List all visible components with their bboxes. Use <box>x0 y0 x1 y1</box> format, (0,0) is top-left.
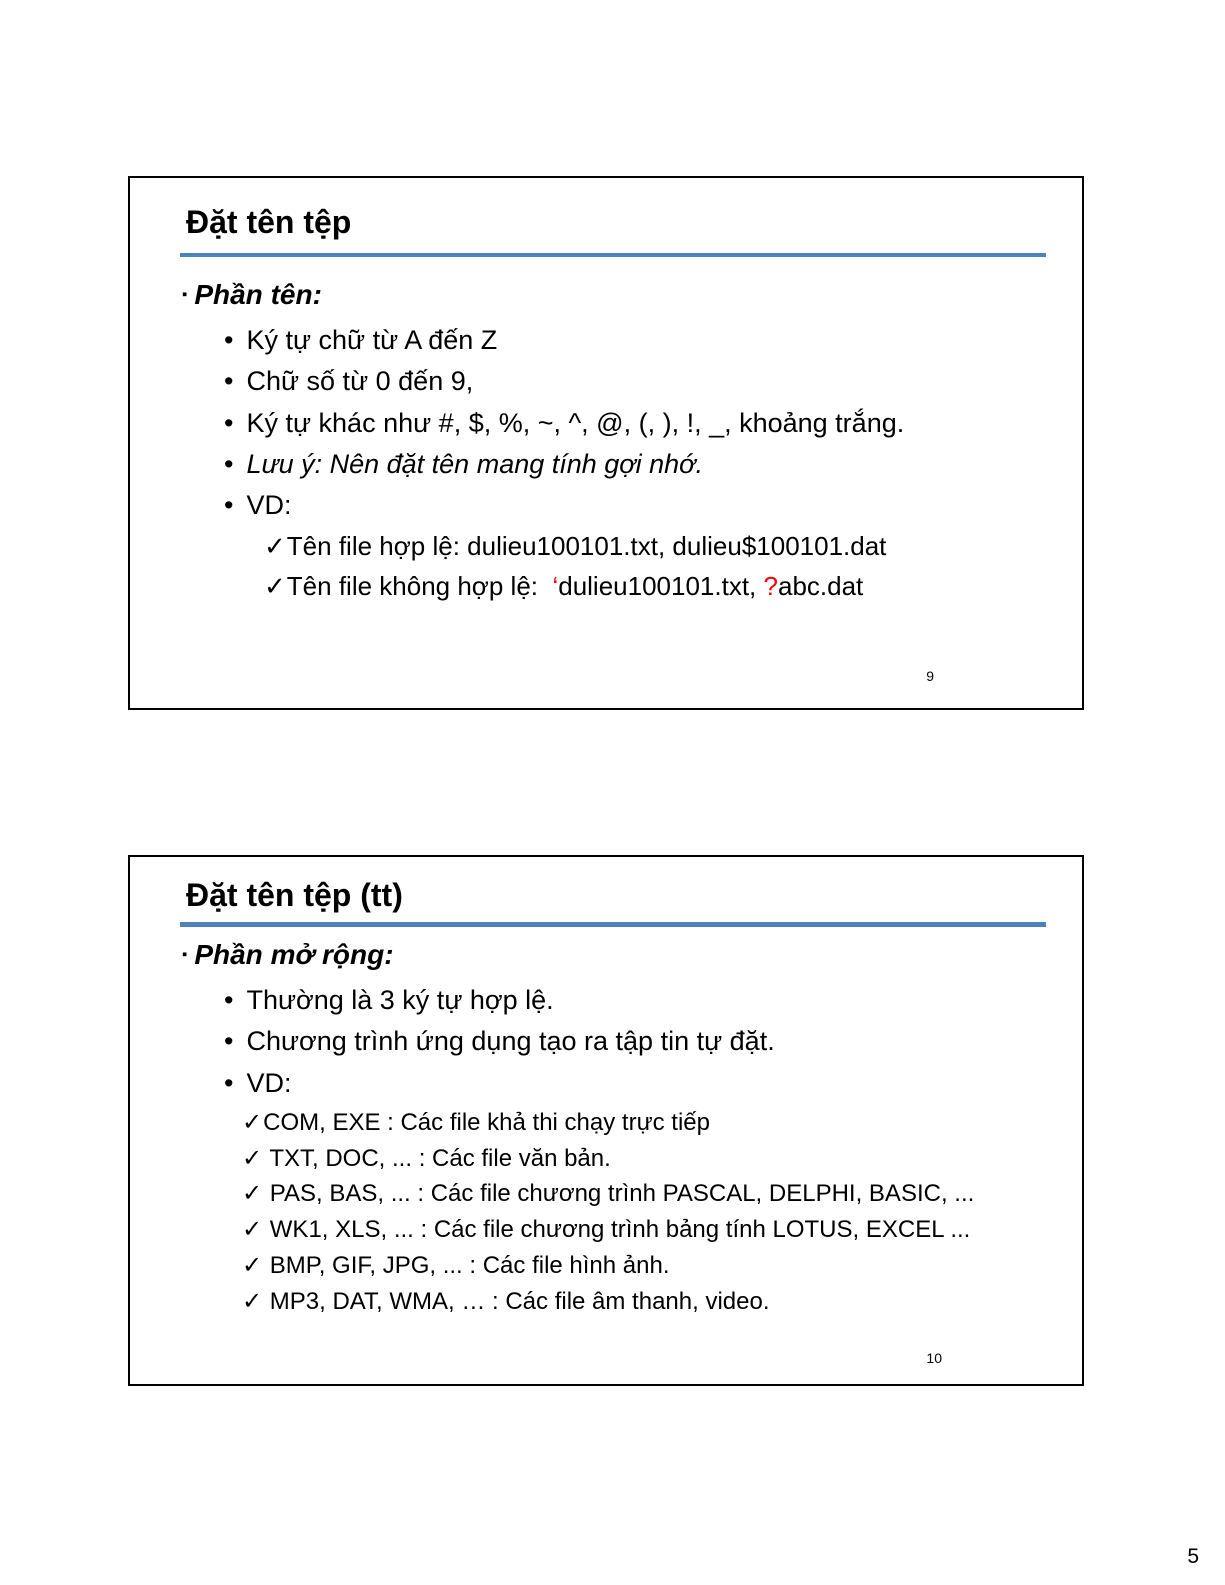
example-text: WK1, XLS, ... : Các file chương trình bảng tính LOTUS, EXCEL ... <box>263 1216 971 1244</box>
example-text-part: Tên file không hợp lệ: <box>286 570 553 601</box>
bullet-text: Thường là 3 ký tự hợp lệ. <box>246 984 554 1015</box>
bullet-item <box>186 1025 1052 1057</box>
example-item-invalid <box>264 571 1052 602</box>
invalid-quote-char: ‘ <box>552 570 559 601</box>
bullet-icon: • <box>224 490 234 521</box>
section-heading-text: Phần tên: <box>194 278 322 310</box>
title-underline <box>180 253 1046 257</box>
check-icon: ✓ <box>242 1251 263 1279</box>
extension-example-item <box>242 1287 1052 1318</box>
bullet-icon: • <box>224 984 234 1015</box>
bullet-item <box>186 365 1052 397</box>
slide-9 <box>128 176 1084 710</box>
slide-10 <box>128 855 1084 1386</box>
bullet-icon: • <box>224 324 234 355</box>
bullet-text: Ký tự chữ từ A đến Z <box>246 324 498 355</box>
bullet-item <box>186 489 1052 521</box>
extension-example-list <box>186 1108 1052 1317</box>
bullet-text: Chương trình ứng dụng tạo ra tập tin tự đặt. <box>246 1026 775 1057</box>
example-text: BMP, GIF, JPG, ... : Các file hình ảnh. <box>263 1251 670 1279</box>
check-icon: ✓ <box>264 570 286 601</box>
extension-example-item <box>242 1108 1052 1139</box>
example-item-valid <box>264 531 1052 562</box>
example-list <box>186 531 1052 602</box>
bullet-list <box>186 984 1052 1099</box>
check-icon: ✓ <box>242 1287 263 1315</box>
extension-example-item <box>242 1144 1052 1175</box>
extension-example-item <box>242 1251 1052 1282</box>
example-text: COM, EXE : Các file khả thi chạy trực tiếp <box>263 1108 710 1136</box>
invalid-question-char: ? <box>763 570 778 601</box>
slide-title: Đặt tên tệp <box>186 204 352 240</box>
bullet-item <box>186 407 1052 439</box>
slide-page-number: 9 <box>926 668 934 684</box>
example-text: PAS, BAS, ... : Các file chương trình PASCAL, DELPHI, BASIC, ... <box>263 1180 975 1208</box>
slide-title: Đặt tên tệp (tt) <box>186 877 403 913</box>
check-icon: ✓ <box>264 530 286 561</box>
bullet-list <box>186 324 1052 522</box>
square-bullet-icon: ▪ <box>182 285 188 303</box>
slide-page-number: 10 <box>926 1350 942 1366</box>
title-underline <box>180 922 1046 927</box>
check-icon: ✓ <box>242 1144 263 1172</box>
example-text-part: dulieu100101.txt, <box>558 570 764 601</box>
slide-10-content <box>130 857 1082 1384</box>
bullet-item <box>186 324 1052 356</box>
section-heading <box>182 939 1052 971</box>
extension-example-item <box>242 1179 1052 1210</box>
bullet-text: Chữ số từ 0 đến 9, <box>246 366 474 397</box>
bullet-icon: • <box>224 1067 234 1098</box>
bullet-text: VD: <box>246 1067 292 1098</box>
bullet-text: Lưu ý: Nên đặt tên mang tính gợi nhớ. <box>246 448 703 479</box>
check-icon: ✓ <box>242 1216 263 1244</box>
example-text: Tên file hợp lệ: dulieu100101.txt, dulieu$100101.dat <box>286 530 887 561</box>
bullet-item <box>186 1067 1052 1099</box>
bullet-item <box>186 448 1052 480</box>
extension-example-item <box>242 1215 1052 1246</box>
example-text-part: abc.dat <box>777 570 864 601</box>
bullet-text: Ký tự khác như #, $, %, ~, ^, @, (, ), !, _, khoảng trắng. <box>246 407 905 438</box>
section-heading-text: Phần mở rộng: <box>194 938 394 970</box>
check-icon: ✓ <box>242 1108 263 1136</box>
example-text: MP3, DAT, WMA, … : Các file âm thanh, video. <box>263 1287 770 1315</box>
square-bullet-icon: ▪ <box>182 945 188 963</box>
example-text: TXT, DOC, ... : Các file văn bản. <box>263 1144 611 1172</box>
bullet-icon: • <box>224 407 234 438</box>
slide-9-content <box>130 178 1082 708</box>
document-page-number: 5 <box>1187 1545 1199 1568</box>
check-icon: ✓ <box>242 1180 263 1208</box>
bullet-item <box>186 984 1052 1016</box>
bullet-icon: • <box>224 366 234 397</box>
bullet-icon: • <box>224 1026 234 1057</box>
bullet-text: VD: <box>246 490 292 521</box>
section-heading <box>182 279 1052 311</box>
bullet-icon: • <box>224 448 234 479</box>
